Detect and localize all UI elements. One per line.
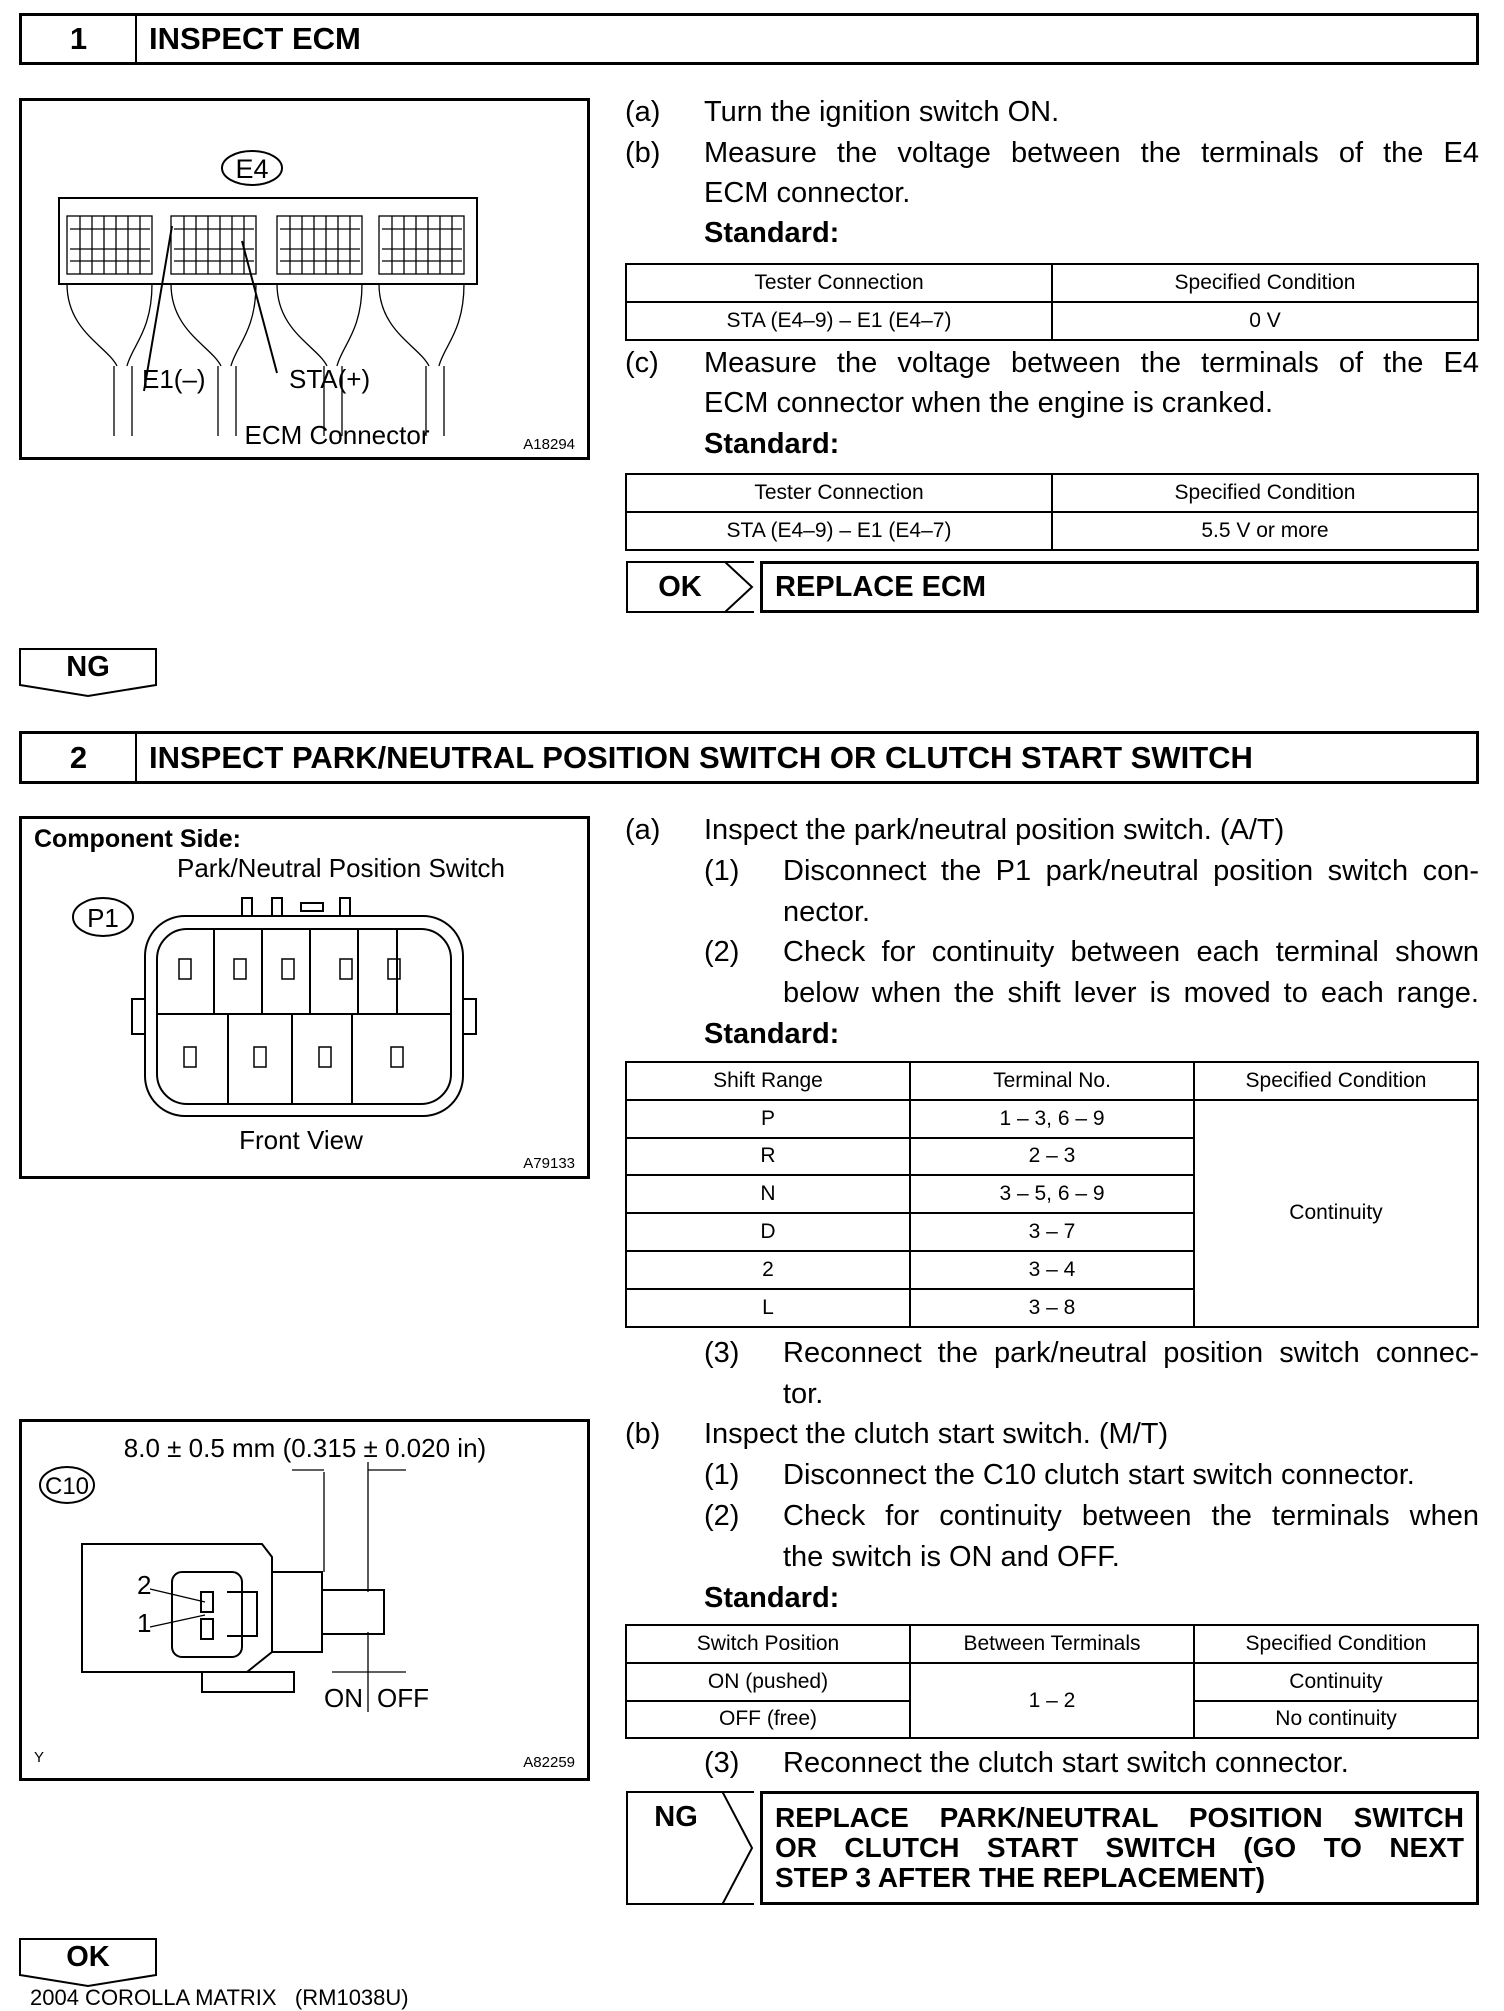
result-line: OR CLUTCH START SWITCH (GO TO NEXT bbox=[775, 1832, 1464, 1863]
table-cell: 3 – 7 bbox=[910, 1213, 1194, 1251]
table-cell: STA (E4–9) – E1 (E4–7) bbox=[626, 302, 1052, 340]
ok-tag bbox=[626, 561, 754, 613]
table-cell: 2 bbox=[626, 1251, 910, 1289]
table-cell: 0 V bbox=[1052, 302, 1478, 340]
ok-result bbox=[626, 561, 1479, 613]
table-row bbox=[626, 302, 1478, 340]
substep-label: (2) bbox=[704, 1500, 740, 1532]
step-title: INSPECT ECM bbox=[149, 21, 361, 56]
result-action: REPLACE ECM bbox=[760, 561, 1479, 613]
instruction-text: Check for continuity between the terminals when bbox=[783, 1500, 1479, 1532]
instruction-text: Turn the ignition switch ON. bbox=[704, 96, 1060, 128]
switch-position-table bbox=[625, 1624, 1479, 1739]
table-cell: Continuity bbox=[1194, 1663, 1478, 1701]
chevron-right-icon bbox=[724, 561, 754, 613]
table-header: Switch Position bbox=[626, 1625, 910, 1663]
pin-2-label: 2 bbox=[137, 1570, 152, 1600]
table-cell: 2 – 3 bbox=[910, 1138, 1194, 1176]
connector-id-label: E4 bbox=[235, 154, 269, 184]
table-header: Terminal No. bbox=[910, 1062, 1194, 1100]
instruction-text: ECM connector. bbox=[704, 177, 911, 209]
table-header: Specified Condition bbox=[1052, 474, 1478, 512]
table-row bbox=[626, 1663, 1478, 1701]
substep-label: (1) bbox=[704, 1459, 740, 1491]
clutch-start-switch-figure bbox=[19, 1419, 590, 1781]
figure-caption: ECM Connector bbox=[244, 420, 430, 450]
table-header: Shift Range bbox=[626, 1062, 910, 1100]
ecm-connector-drawing bbox=[22, 101, 587, 457]
table-cell: 1 – 2 bbox=[910, 1663, 1194, 1739]
sta-label: STA(+) bbox=[289, 364, 371, 394]
substep-label: (2) bbox=[704, 936, 740, 968]
instruction-text: Disconnect the P1 park/neutral position switch con- bbox=[783, 855, 1479, 887]
substep-label: (1) bbox=[704, 855, 740, 887]
instruction-text: Measure the voltage between the terminals of the E4 bbox=[704, 137, 1479, 169]
instruction-text: tor. bbox=[783, 1378, 824, 1410]
instruction-text: nector. bbox=[783, 896, 871, 928]
shift-range-table bbox=[625, 1061, 1479, 1328]
standard-label: Standard: bbox=[704, 428, 840, 460]
substep-label: (3) bbox=[704, 1337, 740, 1369]
table-header: Tester Connection bbox=[626, 264, 1052, 302]
step-label: (b) bbox=[625, 1418, 661, 1450]
on-label: ON bbox=[324, 1683, 363, 1713]
result-line: REPLACE PARK/NEUTRAL POSITION SWITCH bbox=[775, 1802, 1464, 1833]
step-number: 1 bbox=[22, 16, 137, 62]
step-label: (b) bbox=[625, 137, 661, 169]
instruction-text: ECM connector when the engine is cranked. bbox=[704, 387, 1274, 419]
table-row bbox=[626, 1100, 1478, 1138]
switch-name-label: Park/Neutral Position Switch bbox=[177, 853, 506, 883]
clutch-start-switch-drawing bbox=[22, 1422, 587, 1778]
ok-arrow bbox=[19, 1938, 157, 1976]
figure-code: A82259 bbox=[523, 1754, 575, 1771]
table-cell: P bbox=[626, 1100, 910, 1138]
table-cell: STA (E4–9) – E1 (E4–7) bbox=[626, 512, 1052, 550]
e1-label: E1(–) bbox=[142, 364, 206, 394]
step-label: (a) bbox=[625, 96, 661, 128]
table-header: Specified Condition bbox=[1052, 264, 1478, 302]
standard-label: Standard: bbox=[704, 217, 840, 249]
instruction-text: below when the shift lever is moved to each range. bbox=[783, 977, 1479, 1009]
corner-mark: Y bbox=[34, 1749, 45, 1766]
ng-result bbox=[626, 1791, 1479, 1905]
park-neutral-switch-drawing bbox=[22, 819, 587, 1176]
figure-caption: Front View bbox=[239, 1125, 363, 1155]
standard-label: Standard: bbox=[704, 1018, 840, 1050]
ecm-connector-figure bbox=[19, 98, 590, 460]
table-cell: 3 – 5, 6 – 9 bbox=[910, 1175, 1194, 1213]
instruction-text: Reconnect the park/neutral position switch connec- bbox=[783, 1337, 1479, 1369]
ng-arrow bbox=[19, 648, 157, 686]
standard-table-1 bbox=[625, 263, 1479, 341]
table-cell: 5.5 V or more bbox=[1052, 512, 1478, 550]
instruction-text: Inspect the park/neutral position switch. (A/T) bbox=[704, 814, 1285, 846]
table-cell: ON (pushed) bbox=[626, 1663, 910, 1701]
step-label: (a) bbox=[625, 814, 661, 846]
instruction-text: Reconnect the clutch start switch connector. bbox=[783, 1747, 1349, 1779]
off-label: OFF bbox=[377, 1683, 429, 1713]
step-1-header bbox=[19, 13, 1479, 65]
step-2-header bbox=[19, 731, 1479, 784]
step-label: (c) bbox=[625, 347, 659, 379]
pin-1-label: 1 bbox=[137, 1608, 152, 1638]
table-cell: Continuity bbox=[1194, 1100, 1478, 1327]
instruction-text: the switch is ON and OFF. bbox=[783, 1541, 1120, 1573]
figure-code: A79133 bbox=[523, 1155, 575, 1172]
table-cell: N bbox=[626, 1175, 910, 1213]
result-action bbox=[760, 1791, 1479, 1905]
chevron-right-icon bbox=[722, 1791, 754, 1905]
table-row bbox=[626, 512, 1478, 550]
connector-id-label: P1 bbox=[87, 903, 119, 933]
table-cell: OFF (free) bbox=[626, 1701, 910, 1739]
table-cell: 3 – 4 bbox=[910, 1251, 1194, 1289]
ng-tag bbox=[626, 1791, 754, 1905]
table-cell: No continuity bbox=[1194, 1701, 1478, 1739]
table-cell: D bbox=[626, 1213, 910, 1251]
step-number: 2 bbox=[22, 734, 137, 781]
table-header: Specified Condition bbox=[1194, 1062, 1478, 1100]
instruction-text: Measure the voltage between the terminals of the E4 bbox=[704, 347, 1479, 379]
park-neutral-switch-figure bbox=[19, 816, 590, 1179]
table-header: Between Terminals bbox=[910, 1625, 1194, 1663]
table-cell: R bbox=[626, 1138, 910, 1176]
figure-code: A18294 bbox=[523, 436, 575, 453]
ok-arrow-label: OK bbox=[66, 1941, 110, 1973]
instruction-text: Check for continuity between each terminal shown bbox=[783, 936, 1479, 968]
step-title: INSPECT PARK/NEUTRAL POSITION SWITCH OR CLUTCH START SWITCH bbox=[149, 739, 1253, 775]
ok-tag-label: OK bbox=[658, 570, 702, 603]
component-side-label: Component Side: bbox=[34, 825, 241, 853]
page-footer: 2004 COROLLA MATRIX (RM1038U) bbox=[30, 1985, 409, 2010]
ng-arrow-label: NG bbox=[66, 651, 110, 683]
table-header: Specified Condition bbox=[1194, 1625, 1478, 1663]
result-line: STEP 3 AFTER THE REPLACEMENT) bbox=[775, 1862, 1266, 1893]
instruction-text: Inspect the clutch start switch. (M/T) bbox=[704, 1418, 1169, 1450]
table-cell: L bbox=[626, 1289, 910, 1327]
connector-id-label: C10 bbox=[44, 1473, 90, 1500]
substep-label: (3) bbox=[704, 1747, 740, 1779]
standard-label: Standard: bbox=[704, 1582, 840, 1614]
table-cell: 3 – 8 bbox=[910, 1289, 1194, 1327]
table-header: Tester Connection bbox=[626, 474, 1052, 512]
instruction-text: Disconnect the C10 clutch start switch connector. bbox=[783, 1459, 1415, 1491]
standard-table-2 bbox=[625, 473, 1479, 551]
ng-tag-label: NG bbox=[654, 1801, 698, 1833]
dimension-label: 8.0 ± 0.5 mm (0.315 ± 0.020 in) bbox=[123, 1433, 487, 1463]
table-cell: 1 – 3, 6 – 9 bbox=[910, 1100, 1194, 1138]
